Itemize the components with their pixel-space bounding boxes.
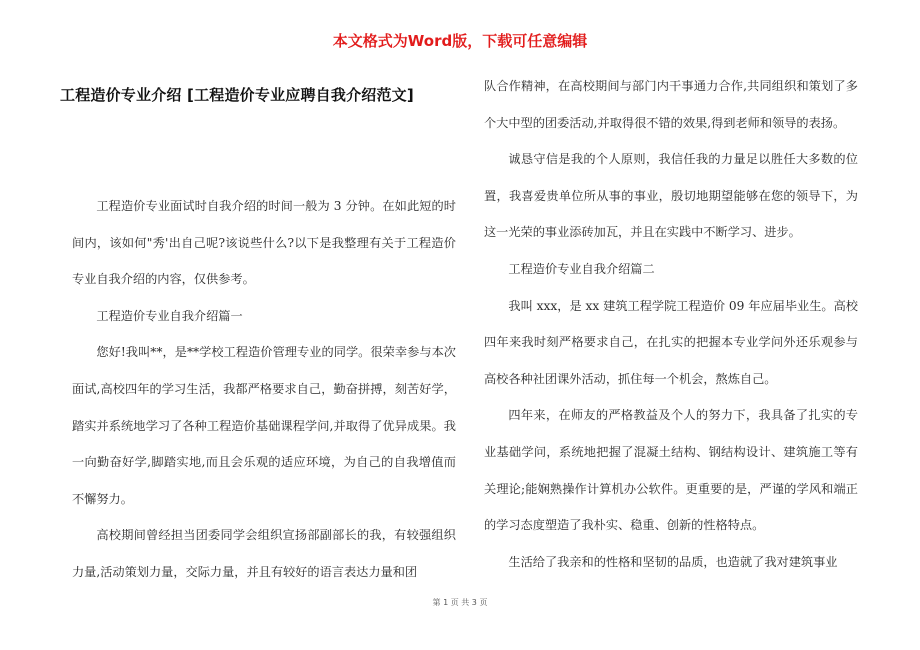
document-title: 工程造价专业介绍 [工程造价专业应聘自我介绍范文] (60, 86, 414, 104)
page-footer: 第 1 页 共 3 页 (432, 598, 488, 607)
section-heading-two: 工程造价专业自我介绍篇二 (508, 261, 655, 276)
section-heading-one: 工程造价专业自我介绍篇一 (96, 308, 243, 323)
left-column (72, 188, 456, 591)
continued-paragraph: 队合作精神，在高校期间与部门内干事通力合作,共同组织和策划了多个大中型的团委活动,并取得很不错的效果,得到老师和领导的表扬。 (484, 79, 858, 130)
intro-paragraph: 工程造价专业面试时自我介绍的时间一般为 3 分钟。在如此短的时间内，该如何"秀'出自己呢?该说些什么?以下是我整理有关于工程造价专业自我介绍的内容，仅供参考。 (72, 199, 456, 287)
right-column (484, 68, 858, 580)
body-paragraph: 诚恳守信是我的个人原则，我信任我的力量足以胜任大多数的位置，我喜爱贵单位所从事的事业，殷切地期望能够在您的领导下，为这一光荣的事业添砖加瓦，并且在实践中不断学习、进步。 (484, 152, 858, 240)
body-paragraph: 我叫 xxx，是 xx 建筑工程学院工程造价 09 年应届毕业生。高校四年来我时刻严格要求自己，在扎实的把握本专业学问外还乐观参与高校各种社团课外活动，抓住每一个机会，熬炼自己。 (484, 298, 858, 386)
body-paragraph: 四年来，在师友的严格教益及个人的努力下，我具备了扎实的专业基础学问，系统地把握了混凝土结构、钢结构设计、建筑施工等有关理论;能娴熟操作计算机办公软件。更重要的是，严谨的学风和端正的学习态度塑造了我朴实、稳重、创新的性格特点。 (484, 408, 858, 533)
body-paragraph: 高校期间曾经担当团委同学会组织宣扬部副部长的我，有较强组织力量,活动策划力量，交际力量，并且有较好的语言表达力量和团 (72, 528, 456, 579)
body-paragraph: 您好!我叫**，是**学校工程造价管理专业的同学。很荣幸参与本次面试,高校四年的学习生活，我都严格要求自己，勤奋拼搏，刻苦好学，踏实并系统地学习了各种工程造价基础课程学问,并取得了优异成果。我一向勤奋好学,脚踏实地,而且会乐观的适应环境，为自己的自我增值而不懈努力。 (72, 345, 456, 506)
download-banner: 本文格式为Word版，下载可任意编辑 (332, 32, 588, 50)
body-paragraph: 生活给了我亲和的性格和坚韧的品质，也造就了我对建筑事业 (508, 554, 838, 569)
